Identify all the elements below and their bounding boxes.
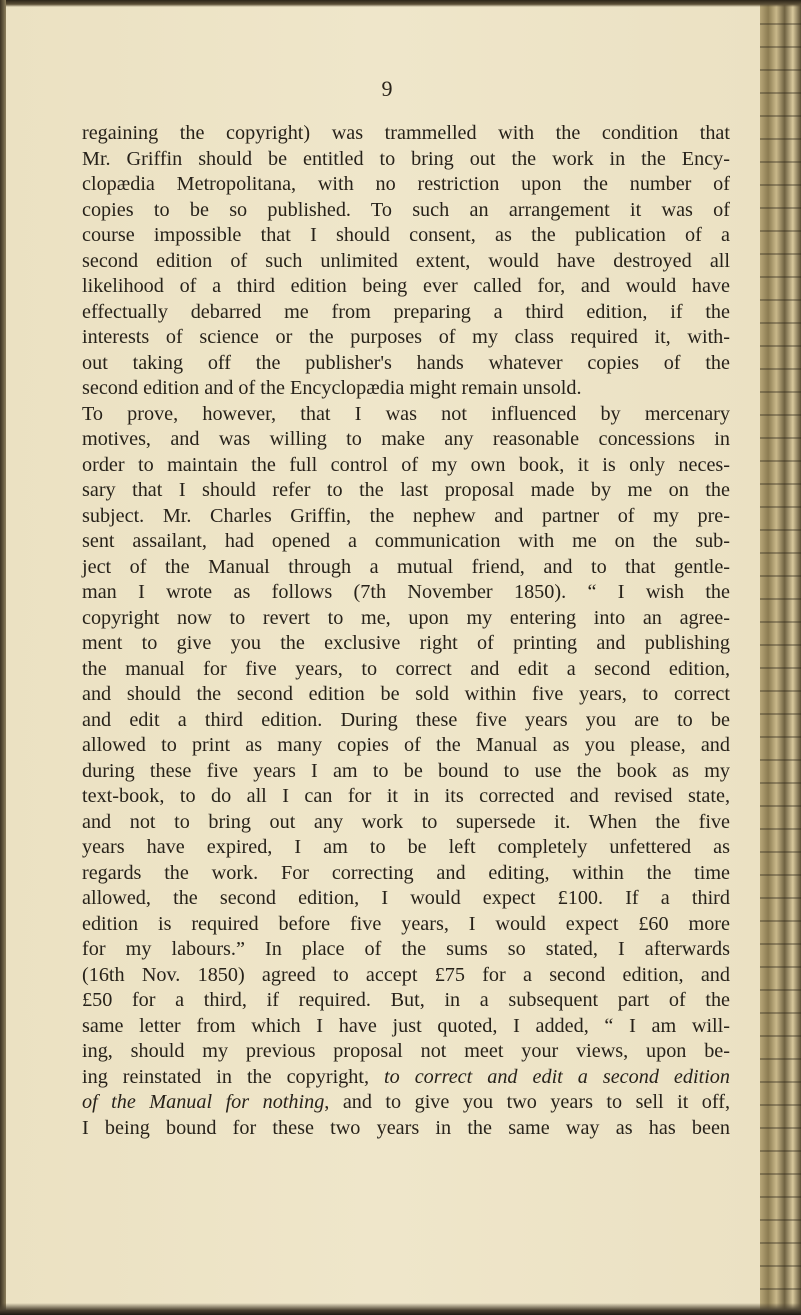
text-line: regards the work. For correcting and editing, within the time xyxy=(82,861,730,884)
text-line: order to maintain the full control of my own book, it is only neces- xyxy=(82,453,730,476)
text-line: subject. Mr. Charles Griffin, the nephew and partner of my pre- xyxy=(82,504,730,527)
text-line: ment to give you the exclusive right of printing and publishing xyxy=(82,632,730,654)
text-line: motives, and was willing to make any reasonable concessions in xyxy=(82,428,730,450)
page-number: 9 xyxy=(381,76,393,101)
text-line: man I wrote as follows (7th November 1850). “ I wish the xyxy=(82,581,730,603)
text-line: ing, should my previous proposal not meet your views, upon be- xyxy=(82,1040,730,1062)
text-line: likelihood of a third edition being ever called for, and would have xyxy=(82,275,730,297)
text-line: (16th Nov. 1850) agreed to accept £75 for a second edition, and xyxy=(82,963,730,986)
text-line: for my labours.” In place of the sums so stated, I afterwards xyxy=(82,938,730,960)
page-bottom-edge xyxy=(0,1303,801,1315)
text-line: I being bound for these two years in the same way as has been xyxy=(82,1116,730,1139)
text-line: second edition of such unlimited extent, would have destroyed all xyxy=(82,249,730,272)
text-line xyxy=(82,1065,730,1091)
text-line: text-book, to do all I can for it in its corrected and revised state, xyxy=(82,785,730,807)
text-line: effectually debarred me from preparing a third edition, if the xyxy=(82,300,730,323)
text-line: £50 for a third, if required. But, in a subsequent part of the xyxy=(82,989,730,1011)
text-line: copies to be so published. To such an arrangement it was of xyxy=(82,198,730,221)
italic-phrase: to correct and edit a second edition xyxy=(384,1065,730,1088)
text-line: years have expired, I am to be left completely unfettered as xyxy=(82,836,730,858)
text-line: clopædia Metropolitana, with no restriction upon the number of xyxy=(82,173,730,195)
text-run: , and to give you two years to sell it off, xyxy=(324,1091,730,1113)
text-line: sent assailant, had opened a communication with me on the sub- xyxy=(82,530,730,552)
text-line: regaining the copyright) was trammelled with the condition that xyxy=(82,122,730,144)
italic-phrase: of the Manual for nothing xyxy=(82,1091,325,1113)
spine-texture xyxy=(760,0,801,1315)
text-line: and should the second edition be sold within five years, to correct xyxy=(82,683,730,705)
page-top-edge xyxy=(0,0,801,7)
text-line: the manual for five years, to correct and edit a second edition, xyxy=(82,657,730,680)
text-line: copyright now to revert to me, upon my entering into an agree- xyxy=(82,606,730,629)
text-line: same letter from which I have just quoted, I added, “ I am will- xyxy=(82,1014,730,1037)
text-line: edition is required before five years, I would expect £60 more xyxy=(82,912,730,935)
text-line: sary that I should refer to the last proposal made by me on the xyxy=(82,479,730,501)
text-line: and not to bring out any work to supersede it. When the five xyxy=(82,810,730,833)
text-line: Mr. Griffin should be entitled to bring out the work in the Ency- xyxy=(82,147,730,170)
text-run: ing reinstated in the copyright, xyxy=(82,1065,385,1088)
text-line: To prove, however, that I was not influenced by mercenary xyxy=(82,402,730,425)
book-spine-edge xyxy=(760,0,801,1315)
text-line: out taking off the publisher's hands whatever copies of the xyxy=(82,351,730,374)
text-line xyxy=(82,1090,730,1116)
body-text xyxy=(82,121,730,1141)
page-left-edge xyxy=(0,0,6,1315)
text-line: ject of the Manual through a mutual friend, and to that gentle- xyxy=(82,555,730,578)
text-line: second edition and of the Encyclopædia might remain unsold. xyxy=(82,377,582,399)
text-line: allowed to print as many copies of the Manual as you please, and xyxy=(82,734,730,756)
text-line: allowed, the second edition, I would expect £100. If a third xyxy=(82,887,730,909)
text-line: course impossible that I should consent, as the publication of a xyxy=(82,224,730,246)
text-line: during these five years I am to be bound to use the book as my xyxy=(82,759,730,782)
text-line: interests of science or the purposes of my class required it, with- xyxy=(82,326,730,348)
text-line: and edit a third edition. During these five years you are to be xyxy=(82,708,730,731)
